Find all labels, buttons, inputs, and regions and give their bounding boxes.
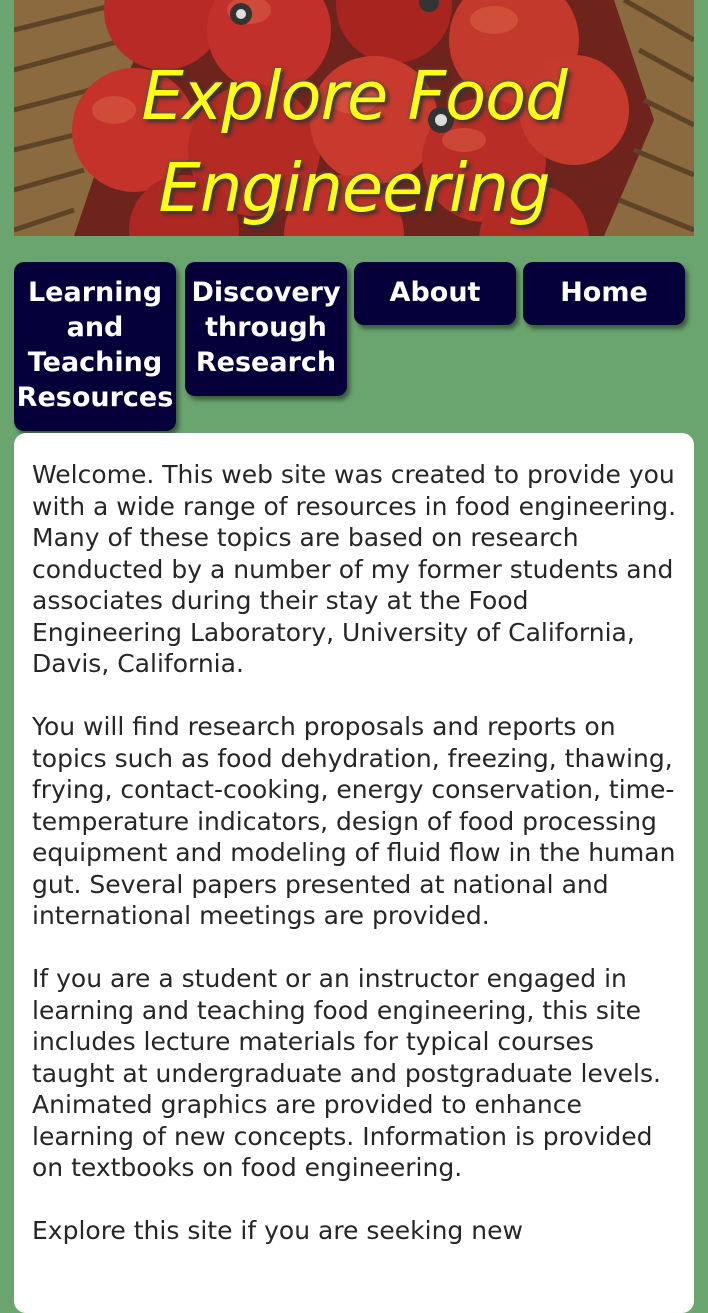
header-banner <box>14 0 694 236</box>
site-title: Explore Food Engineering <box>141 57 567 227</box>
welcome-paragraph: Welcome. This web site was created to provide you with a wide range of resources in food engineering. Many of these topics are based on research conducted by a number of my former students and associates during their stay at the Food Engineering Laboratory, University of California, Davis, California. <box>32 460 677 678</box>
learning-paragraph: If you are a student or an instructor engaged in learning and teaching food engineering, this site includes lecture materials for typical courses taught at undergraduate and postgraduate levels. Animated graphics are provided to enhance learning of new concepts. Information is provided on textbooks on food engineering. <box>32 964 661 1182</box>
welcome-content <box>14 433 694 1313</box>
nav-discovery-through-research[interactable]: Discovery through Research <box>185 262 347 396</box>
nav-learning-teaching-resources[interactable]: Learning and Teaching Resources <box>14 262 176 431</box>
research-paragraph: You will find research proposals and reports on topics such as food dehydration, freezing, thawing, frying, contact-cooking, energy conservation, time-temperature indicators, design of food processing equipment and modeling of fluid flow in the human gut. Several papers presented at national and international meetings are provided. <box>32 712 676 930</box>
nav-home[interactable]: Home <box>523 262 685 325</box>
explore-paragraph: Explore this site if you are seeking new <box>32 1216 523 1245</box>
nav-about[interactable]: About <box>354 262 516 325</box>
